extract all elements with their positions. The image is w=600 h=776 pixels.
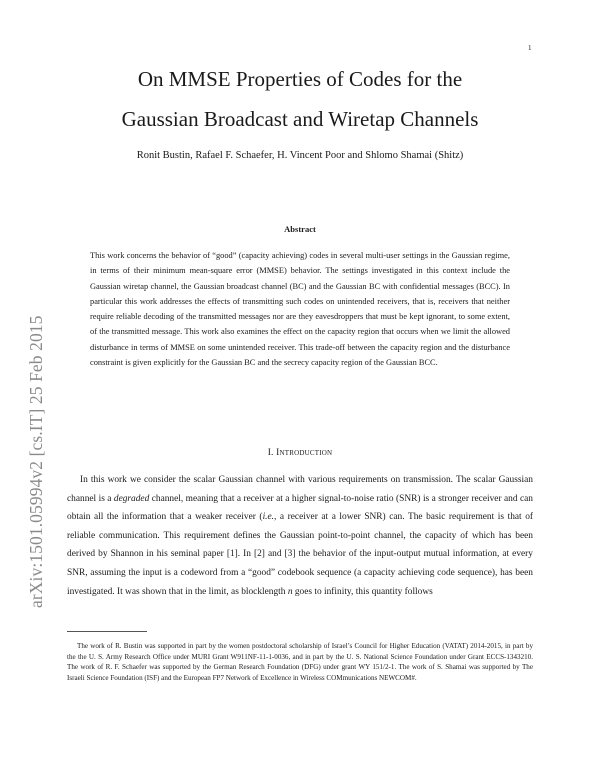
intro-text: goes to infinity, this quantity follows bbox=[292, 586, 433, 597]
arxiv-identifier-stamp: arXiv:1501.05994v2 [cs.IT] 25 Feb 2015 bbox=[26, 315, 46, 608]
intro-text: , a receiver at a lower SNR) can. The basic requirement is that of reliable communication. This requirement defines the Gaussian point-to-point channel, the capacity of which has been derived by Shannon in his seminal paper [1]. In [2] and [3] the behavior of the input-output mutual information, at every SNR, assuming the input is a codeword from a “good” codebook sequence (a capacity achieving code sequence), has been investigated. It was shown that in the limit, as blocklength bbox=[67, 512, 534, 597]
funding-footnote: The work of R. Bustin was supported in part by the women postdoctoral scholarship of Israel’s Council for Higher Education (VATAT) 2014-2015, in part by the the U. S. Army Research Office under MURI Grant W911NF-11-1-0036, and in part by the U. S. National Science Foundation under Grant ECCS-1343210. The work of R. F. Schaefer was supported by the German Research Foundation (DFG) under grant WY 151/2-1. The work of S. Shamai was supported by The Israeli Science Foundation (ISF) and the European FP7 Network of Excellence in Wireless COMmunications NEWCOM#. bbox=[67, 642, 533, 682]
introduction-paragraph bbox=[67, 471, 533, 601]
paper-title-line-1: On MMSE Properties of Codes for the bbox=[137, 67, 463, 91]
intro-text: channel, meaning that a receiver at a higher signal-to-noise ratio (SNR) is a stronger receiver and can obtain all the information that a weaker receiver ( bbox=[67, 493, 533, 523]
intro-emphasis: degraded bbox=[113, 493, 150, 504]
section-title bbox=[276, 448, 332, 458]
abstract-body: This work concerns the behavior of “good” (capacity achieving) codes in several multi-user settings in the Gaussian regime, in terms of their minimum mean-square error (MMSE) behavior. The settings investigated in this context include the Gaussian wiretap channel, the Gaussian broadcast channel (BC) and the Gaussian BC with confidential messages (BCC). In particular this work addresses the effects of transmitting such codes on unintended receivers, that is, receivers that neither require reliable decoding of the transmitted messages nor are they eavesdroppers that must be kept ignorant, to some extent, of the transmitted message. This work also examines the effect on the capacity region that occurs when we limit the allowed disturbance in terms of MMSE on some unintended receiver. This trade-off between the capacity region and the disturbance constraint is given explicitly for the Gaussian BC and the secrecy capacity region of the Gaussian BCC. bbox=[90, 251, 510, 368]
introduction-body bbox=[67, 471, 533, 601]
page-number: 1 bbox=[528, 44, 532, 52]
section-title-rest: ntroduction bbox=[279, 448, 333, 458]
section-title-initial: I bbox=[276, 448, 280, 458]
footnote-rule bbox=[67, 631, 147, 632]
section-heading-introduction bbox=[60, 448, 540, 458]
section-number: I. bbox=[267, 448, 274, 458]
paper-title-line-2: Gaussian Broadcast and Wiretap Channels bbox=[121, 107, 479, 131]
author-list: Ronit Bustin, Rafael F. Schaefer, H. Vincent Poor and Shlomo Shamai (Shitz) bbox=[136, 150, 464, 161]
intro-math-n: n bbox=[287, 586, 293, 597]
abstract-heading: Abstract bbox=[284, 224, 316, 234]
intro-emphasis: i.e. bbox=[262, 512, 275, 523]
intro-text: In this work we consider the scalar Gaussian channel with various requirements on transmission. The scalar Gaussian channel is a bbox=[67, 475, 533, 504]
